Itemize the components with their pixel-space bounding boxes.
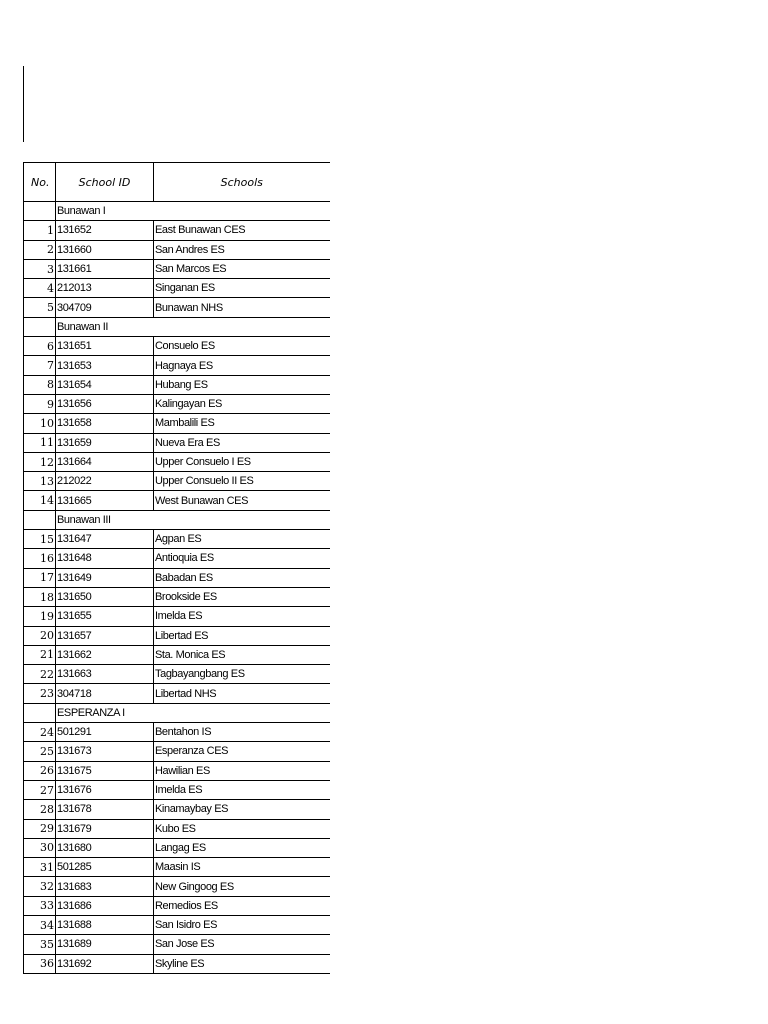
school-id-cell: 131662 (56, 645, 154, 664)
row-number: 17 (24, 568, 56, 587)
page-margin-line (23, 66, 24, 142)
table-row (24, 414, 330, 433)
table-row (24, 530, 330, 549)
school-name-cell: San Marcos ES (154, 259, 330, 278)
school-id-cell: 501291 (56, 723, 154, 742)
group-row (24, 510, 330, 529)
table-row (24, 819, 330, 838)
school-id-cell: 131649 (56, 568, 154, 587)
group-label: ESPERANZA I (56, 703, 330, 722)
row-number: 33 (24, 896, 56, 915)
row-number: 18 (24, 587, 56, 606)
school-id-cell: 131648 (56, 549, 154, 568)
table-row (24, 394, 330, 413)
group-no-cell (24, 317, 56, 336)
school-id-cell: 212022 (56, 472, 154, 491)
school-id-cell: 304718 (56, 684, 154, 703)
school-id-cell: 131680 (56, 838, 154, 857)
school-id-cell: 131654 (56, 375, 154, 394)
school-name-cell: Singanan ES (154, 279, 330, 298)
row-number: 8 (24, 375, 56, 394)
school-name-cell: Mambalili ES (154, 414, 330, 433)
row-number: 11 (24, 433, 56, 452)
school-name-cell: Kubo ES (154, 819, 330, 838)
row-number: 9 (24, 394, 56, 413)
school-name-cell: Kinamaybay ES (154, 800, 330, 819)
school-id-cell: 131652 (56, 221, 154, 240)
school-name-cell: Consuelo ES (154, 337, 330, 356)
row-number: 26 (24, 761, 56, 780)
row-number: 12 (24, 452, 56, 471)
school-name-cell: Libertad NHS (154, 684, 330, 703)
school-name-cell: Babadan ES (154, 568, 330, 587)
school-name-cell: Imelda ES (154, 780, 330, 799)
school-name-cell: Imelda ES (154, 607, 330, 626)
row-number: 1 (24, 221, 56, 240)
school-name-cell: Skyline ES (154, 954, 330, 973)
table-row (24, 935, 330, 954)
row-number: 19 (24, 607, 56, 626)
table-row (24, 780, 330, 799)
row-number: 24 (24, 723, 56, 742)
table-row (24, 452, 330, 471)
school-name-cell: Langag ES (154, 838, 330, 857)
school-id-cell: 131658 (56, 414, 154, 433)
header-schools: Schools (154, 163, 330, 202)
table-row (24, 568, 330, 587)
table-row (24, 298, 330, 317)
school-id-cell: 501285 (56, 858, 154, 877)
table-row (24, 279, 330, 298)
school-name-cell: Brookside ES (154, 587, 330, 606)
school-id-cell: 131661 (56, 259, 154, 278)
school-id-cell: 131686 (56, 896, 154, 915)
header-school-id: School ID (56, 163, 154, 202)
school-name-cell: San Andres ES (154, 240, 330, 259)
row-number: 31 (24, 858, 56, 877)
row-number: 23 (24, 684, 56, 703)
table-row (24, 337, 330, 356)
school-id-cell: 131659 (56, 433, 154, 452)
table-row (24, 356, 330, 375)
table-row (24, 549, 330, 568)
school-name-cell: Hagnaya ES (154, 356, 330, 375)
table-row (24, 742, 330, 761)
table-body (24, 202, 330, 974)
school-id-cell: 131679 (56, 819, 154, 838)
school-id-cell: 131688 (56, 915, 154, 934)
table-row (24, 587, 330, 606)
school-name-cell: Upper Consuelo II ES (154, 472, 330, 491)
school-name-cell: Remedios ES (154, 896, 330, 915)
row-number: 22 (24, 665, 56, 684)
school-name-cell: Sta. Monica ES (154, 645, 330, 664)
school-name-cell: New Gingoog ES (154, 877, 330, 896)
school-id-cell: 212013 (56, 279, 154, 298)
school-name-cell: Hawilian ES (154, 761, 330, 780)
table-row (24, 761, 330, 780)
row-number: 4 (24, 279, 56, 298)
school-name-cell: Maasin IS (154, 858, 330, 877)
table-row (24, 472, 330, 491)
row-number: 34 (24, 915, 56, 934)
row-number: 25 (24, 742, 56, 761)
school-id-cell: 131689 (56, 935, 154, 954)
school-name-cell: Nueva Era ES (154, 433, 330, 452)
table-row (24, 607, 330, 626)
row-number: 16 (24, 549, 56, 568)
table-row (24, 375, 330, 394)
row-number: 29 (24, 819, 56, 838)
row-number: 36 (24, 954, 56, 973)
row-number: 6 (24, 337, 56, 356)
school-id-cell: 131673 (56, 742, 154, 761)
row-number: 2 (24, 240, 56, 259)
table-row (24, 665, 330, 684)
group-label: Bunawan I (56, 202, 330, 221)
table-row (24, 626, 330, 645)
row-number: 21 (24, 645, 56, 664)
row-number: 20 (24, 626, 56, 645)
school-name-cell: Upper Consuelo I ES (154, 452, 330, 471)
table-row (24, 491, 330, 510)
row-number: 10 (24, 414, 56, 433)
school-id-cell: 131651 (56, 337, 154, 356)
school-name-cell: Tagbayangbang ES (154, 665, 330, 684)
table-row (24, 858, 330, 877)
school-id-cell: 131664 (56, 452, 154, 471)
row-number: 15 (24, 530, 56, 549)
school-id-cell: 304709 (56, 298, 154, 317)
school-id-cell: 131665 (56, 491, 154, 510)
school-id-cell: 131653 (56, 356, 154, 375)
school-id-cell: 131676 (56, 780, 154, 799)
group-row (24, 202, 330, 221)
school-name-cell: San Jose ES (154, 935, 330, 954)
school-id-cell: 131692 (56, 954, 154, 973)
table-header-row (24, 163, 330, 202)
table-row (24, 877, 330, 896)
row-number: 28 (24, 800, 56, 819)
table-row (24, 221, 330, 240)
school-name-cell: Antioquia ES (154, 549, 330, 568)
group-label: Bunawan III (56, 510, 330, 529)
school-id-cell: 131683 (56, 877, 154, 896)
school-name-cell: Hubang ES (154, 375, 330, 394)
school-id-cell: 131675 (56, 761, 154, 780)
row-number: 14 (24, 491, 56, 510)
row-number: 32 (24, 877, 56, 896)
school-id-cell: 131655 (56, 607, 154, 626)
row-number: 35 (24, 935, 56, 954)
school-name-cell: Kalingayan ES (154, 394, 330, 413)
table-row (24, 259, 330, 278)
table-row (24, 645, 330, 664)
row-number: 27 (24, 780, 56, 799)
group-no-cell (24, 202, 56, 221)
table-row (24, 915, 330, 934)
school-name-cell: Libertad ES (154, 626, 330, 645)
group-no-cell (24, 703, 56, 722)
school-id-cell: 131657 (56, 626, 154, 645)
row-number: 3 (24, 259, 56, 278)
school-name-cell: Bentahon IS (154, 723, 330, 742)
table-row (24, 800, 330, 819)
table-row (24, 723, 330, 742)
school-id-cell: 131660 (56, 240, 154, 259)
group-row (24, 317, 330, 336)
table-row (24, 896, 330, 915)
school-name-cell: West Bunawan CES (154, 491, 330, 510)
school-id-cell: 131647 (56, 530, 154, 549)
schools-table (23, 162, 330, 974)
table-row (24, 838, 330, 857)
table-row (24, 954, 330, 973)
school-id-cell: 131656 (56, 394, 154, 413)
group-no-cell (24, 510, 56, 529)
header-no: No. (24, 163, 56, 202)
school-id-cell: 131678 (56, 800, 154, 819)
row-number: 13 (24, 472, 56, 491)
school-id-cell: 131650 (56, 587, 154, 606)
group-label: Bunawan II (56, 317, 330, 336)
table-row (24, 240, 330, 259)
group-row (24, 703, 330, 722)
row-number: 5 (24, 298, 56, 317)
table-row (24, 684, 330, 703)
table-row (24, 433, 330, 452)
school-name-cell: Agpan ES (154, 530, 330, 549)
row-number: 7 (24, 356, 56, 375)
school-id-cell: 131663 (56, 665, 154, 684)
row-number: 30 (24, 838, 56, 857)
school-name-cell: East Bunawan CES (154, 221, 330, 240)
school-name-cell: Esperanza CES (154, 742, 330, 761)
school-name-cell: Bunawan NHS (154, 298, 330, 317)
school-name-cell: San Isidro ES (154, 915, 330, 934)
